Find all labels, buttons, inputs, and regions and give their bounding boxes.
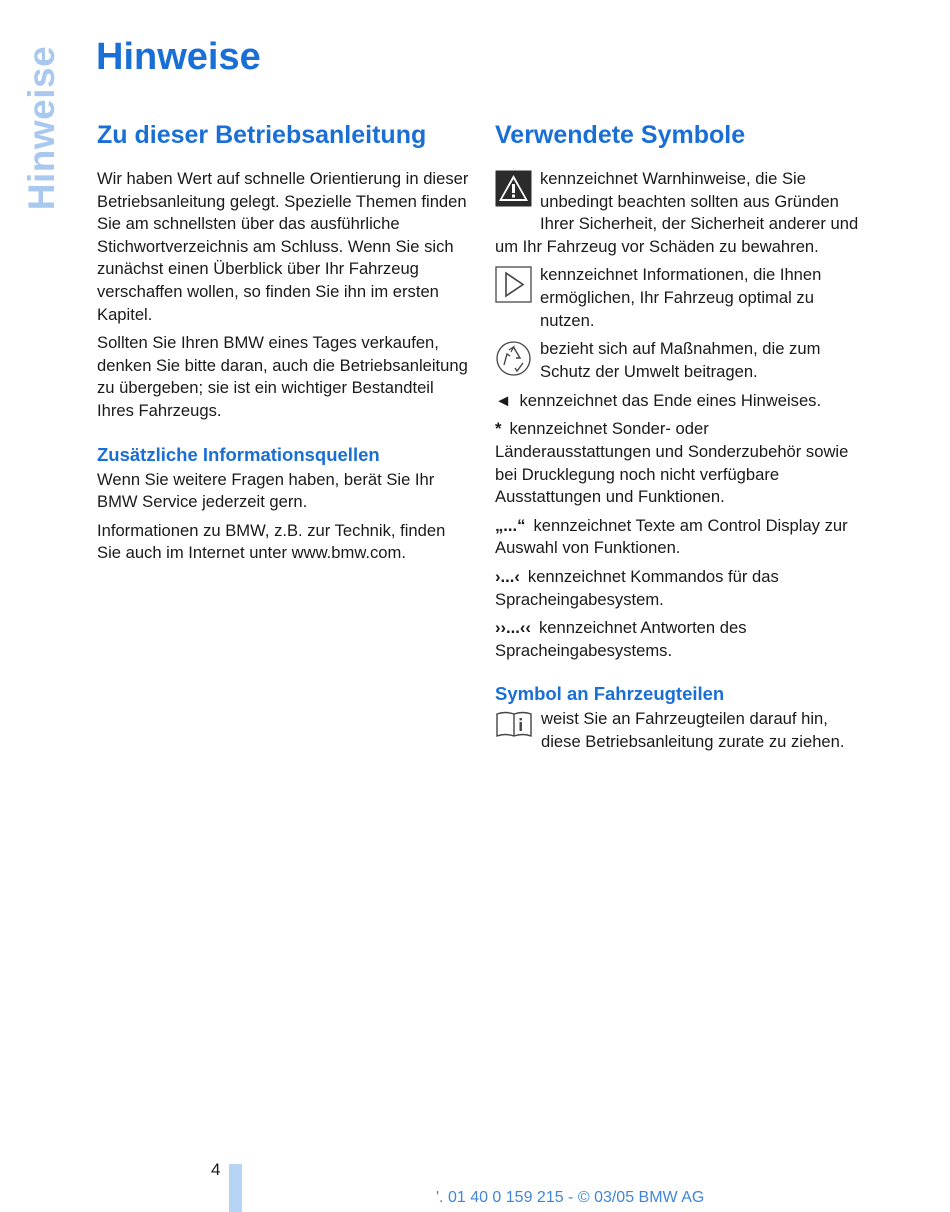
- asterisk-mark: *: [495, 419, 502, 439]
- internet-paragraph: Informationen zu BMW, z.B. zur Technik, finden Sie auch im Internet unter www.bmw.com.: [97, 520, 446, 563]
- mark-text-commands: kennzeichnet Kommandos für das Spracheingabesystem.: [495, 566, 779, 609]
- recycle-icon: [495, 340, 532, 384]
- subheading-vehicle-symbol: Symbol an Fahrzeugteilen: [495, 683, 725, 705]
- footer-copyright: '. 01 40 0 159 215 - © 03/05 BMW AG: [436, 1189, 705, 1206]
- intro-paragraph: Wir haben Wert auf schnelle Orientierung in dieser Betriebsanleitung gelegt. Spezielle Themen finden Sie am schnellsten über das ausführliche Stichwortverzeichnis am Schluss. Wenn Sie sich zunächst einen Überblick über Ihr Fahrzeug verschaffen wollen, so finden Sie ihn im ersten Kapitel.: [97, 169, 469, 324]
- mark-text-display: kennzeichnet Texte am Control Display zur Auswahl von Funktionen.: [495, 515, 848, 558]
- single-guillemet-mark: ›...‹: [495, 566, 520, 586]
- service-paragraph: Wenn Sie weitere Fragen haben, berät Sie Ihr BMW Service jederzeit gern.: [97, 469, 435, 512]
- section-heading-symbols: Verwendete Symbole: [495, 121, 746, 149]
- symbol-text-manual: weist Sie an Fahrzeugteilen darauf hin, diese Betriebsanleitung zurate zu ziehen.: [541, 709, 845, 751]
- mark-text-answers: kennzeichnet Antworten des Spracheingabesystems.: [495, 618, 747, 660]
- subheading-info-sources: Zusätzliche Informationsquellen: [97, 443, 380, 465]
- mark-text-end: kennzeichnet das Ende eines Hinweises.: [519, 390, 822, 410]
- left-column: [97, 118, 469, 571]
- section-heading-manual: Zu dieser Betriebsanleitung: [97, 121, 427, 149]
- page-marker-bar: [229, 1164, 242, 1212]
- mark-text-asterisk: kennzeichnet Sonder- oder Länderausstattungen und Sonderzubehör sowie bei Drucklegung noch nicht verfügbare Ausstattungen und Funktionen.: [495, 419, 849, 507]
- info-play-icon: [495, 266, 532, 310]
- symbol-text-info: kennzeichnet Informationen, die Ihnen ermöglichen, Ihr Fahrzeug optimal zu nutzen.: [540, 265, 822, 330]
- mark-row-answers: [495, 617, 867, 662]
- symbol-row-environment: [495, 338, 867, 384]
- side-chapter-tab: [22, 40, 62, 215]
- mark-row-asterisk: [495, 418, 867, 508]
- right-column: [495, 118, 867, 759]
- end-triangle-mark: ◄: [495, 390, 512, 410]
- symbol-row-info: [495, 264, 867, 332]
- warning-triangle-icon: [495, 170, 532, 214]
- manual-book-icon: [495, 710, 533, 747]
- mark-row-display: [495, 515, 867, 560]
- page-number: 4: [211, 1160, 221, 1179]
- quote-mark: „...“: [495, 515, 526, 535]
- symbol-text-warning: kennzeichnet Warnhinweise, die Sie unbedingt beachten sollten aus Gründen Ihrer Sicherheit, der Sicherheit anderer und um Ihr Fahrzeug vor Schäden zu bewahren.: [495, 169, 859, 256]
- side-chapter-label: Hinweise: [21, 45, 62, 210]
- sale-paragraph: Sollten Sie Ihren BMW eines Tages verkaufen, denken Sie bitte daran, auch die Betriebsanleitung zu übergeben; sie ist ein wichtiger Bestandteil Ihres Fahrzeugs.: [97, 333, 468, 420]
- mark-row-end: [495, 390, 867, 413]
- symbol-row-warning: [495, 168, 867, 258]
- symbol-text-environment: bezieht sich auf Maßnahmen, die zum Schutz der Umwelt beitragen.: [540, 339, 821, 381]
- mark-row-commands: [495, 566, 867, 611]
- page-title: Hinweise: [96, 36, 261, 78]
- double-guillemet-mark: ››...‹‹: [495, 618, 531, 638]
- symbol-row-manual: [495, 708, 867, 753]
